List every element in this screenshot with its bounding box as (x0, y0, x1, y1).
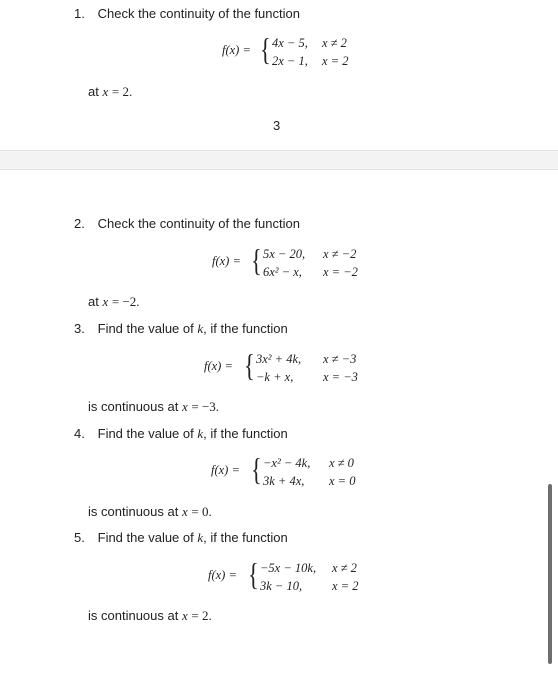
page-number: 3 (273, 118, 281, 133)
document-page-1 (0, 0, 558, 150)
question-4-lhs: f(x) = (211, 463, 240, 477)
question-1-case-2-cond: x = 2 (322, 54, 349, 68)
question-1-condition (88, 84, 132, 100)
question-4-tail-value: = 0. (191, 504, 212, 519)
question-3-number: 3. (74, 321, 85, 336)
question-3-brace: { (244, 347, 255, 383)
question-4-heading (74, 426, 288, 442)
question-5-case-1-cond: x ≠ 2 (332, 561, 357, 575)
question-5-case-2-cond: x = 2 (332, 579, 359, 593)
page-separator (0, 150, 558, 170)
question-3-case-1-cond: x ≠ −3 (323, 352, 357, 366)
question-5-heading (74, 530, 288, 546)
question-2-case-2-expr: 6x² − x, (263, 265, 302, 279)
question-4-tail-text: is continuous at (88, 504, 179, 519)
question-5-prompt-pre: Find the value of (97, 530, 194, 545)
question-2-condition (88, 294, 140, 310)
question-5-tail-value: = 2. (191, 608, 212, 623)
question-2-brace: { (251, 242, 262, 278)
vertical-scrollbar-thumb[interactable] (548, 484, 552, 664)
question-2-case-1-cond: x ≠ −2 (323, 247, 357, 261)
question-3-prompt-var: k (197, 321, 204, 336)
question-3-prompt-post: , if the function (203, 321, 288, 336)
question-2-prompt: Check the continuity of the function (97, 216, 300, 231)
question-2-heading (74, 216, 300, 232)
question-2-tail-var: x (102, 294, 109, 309)
question-1-case-1-cond: x ≠ 2 (322, 36, 347, 50)
question-4-case-1-cond: x ≠ 0 (329, 456, 354, 470)
question-5-prompt-var: k (197, 530, 204, 545)
question-4-prompt-pre: Find the value of (97, 426, 194, 441)
question-5-prompt-post: , if the function (203, 530, 288, 545)
question-5-condition (88, 608, 212, 624)
question-1-tail-text: at (88, 84, 99, 99)
question-5-case-1-expr: −5x − 10k, (260, 561, 317, 575)
question-2-tail-value: = −2. (111, 294, 140, 309)
question-4-brace: { (251, 451, 262, 487)
question-1-tail-var: x (102, 84, 109, 99)
question-1-heading (74, 6, 300, 22)
question-3-heading (74, 321, 288, 337)
question-5-tail-text: is continuous at (88, 608, 179, 623)
question-1-brace: { (260, 31, 271, 67)
question-3-case-2-expr: −k + x, (256, 370, 294, 384)
question-1-lhs: f(x) = (222, 43, 251, 57)
question-5-case-2-expr: 3k − 10, (260, 579, 303, 593)
question-3-case-1-expr: 3x² + 4k, (256, 352, 302, 366)
question-1-tail-value: = 2. (111, 84, 133, 99)
question-4-number: 4. (74, 426, 85, 441)
question-2-lhs: f(x) = (212, 254, 241, 268)
question-3-case-2-cond: x = −3 (323, 370, 358, 384)
question-1-case-2-expr: 2x − 1, (272, 54, 308, 68)
question-5-brace: { (248, 556, 259, 592)
question-1-case-1-expr: 4x − 5, (272, 36, 308, 50)
question-4-case-1-expr: −x² − 4k, (263, 456, 311, 470)
question-4-prompt-var: k (197, 426, 204, 441)
question-1-prompt: Check the continuity of the function (97, 6, 300, 21)
question-1-number: 1. (74, 6, 85, 21)
question-4-case-2-expr: 3k + 4x, (263, 474, 305, 488)
question-5-number: 5. (74, 530, 85, 545)
question-2-number: 2. (74, 216, 85, 231)
question-3-tail-value: = −3. (191, 399, 220, 414)
question-3-lhs: f(x) = (204, 359, 233, 373)
question-3-condition (88, 399, 219, 415)
question-2-tail-text: at (88, 294, 99, 309)
question-3-tail-var: x (181, 399, 188, 414)
question-2-case-2-cond: x = −2 (323, 265, 358, 279)
question-4-condition (88, 504, 212, 520)
question-3-prompt-pre: Find the value of (97, 321, 194, 336)
question-4-tail-var: x (181, 504, 188, 519)
question-4-prompt-post: , if the function (203, 426, 288, 441)
document-page-2 (0, 170, 558, 700)
question-4-case-2-cond: x = 0 (329, 474, 356, 488)
question-3-tail-text: is continuous at (88, 399, 179, 414)
question-2-case-1-expr: 5x − 20, (263, 247, 306, 261)
question-5-lhs: f(x) = (208, 568, 237, 582)
question-5-tail-var: x (181, 608, 188, 623)
